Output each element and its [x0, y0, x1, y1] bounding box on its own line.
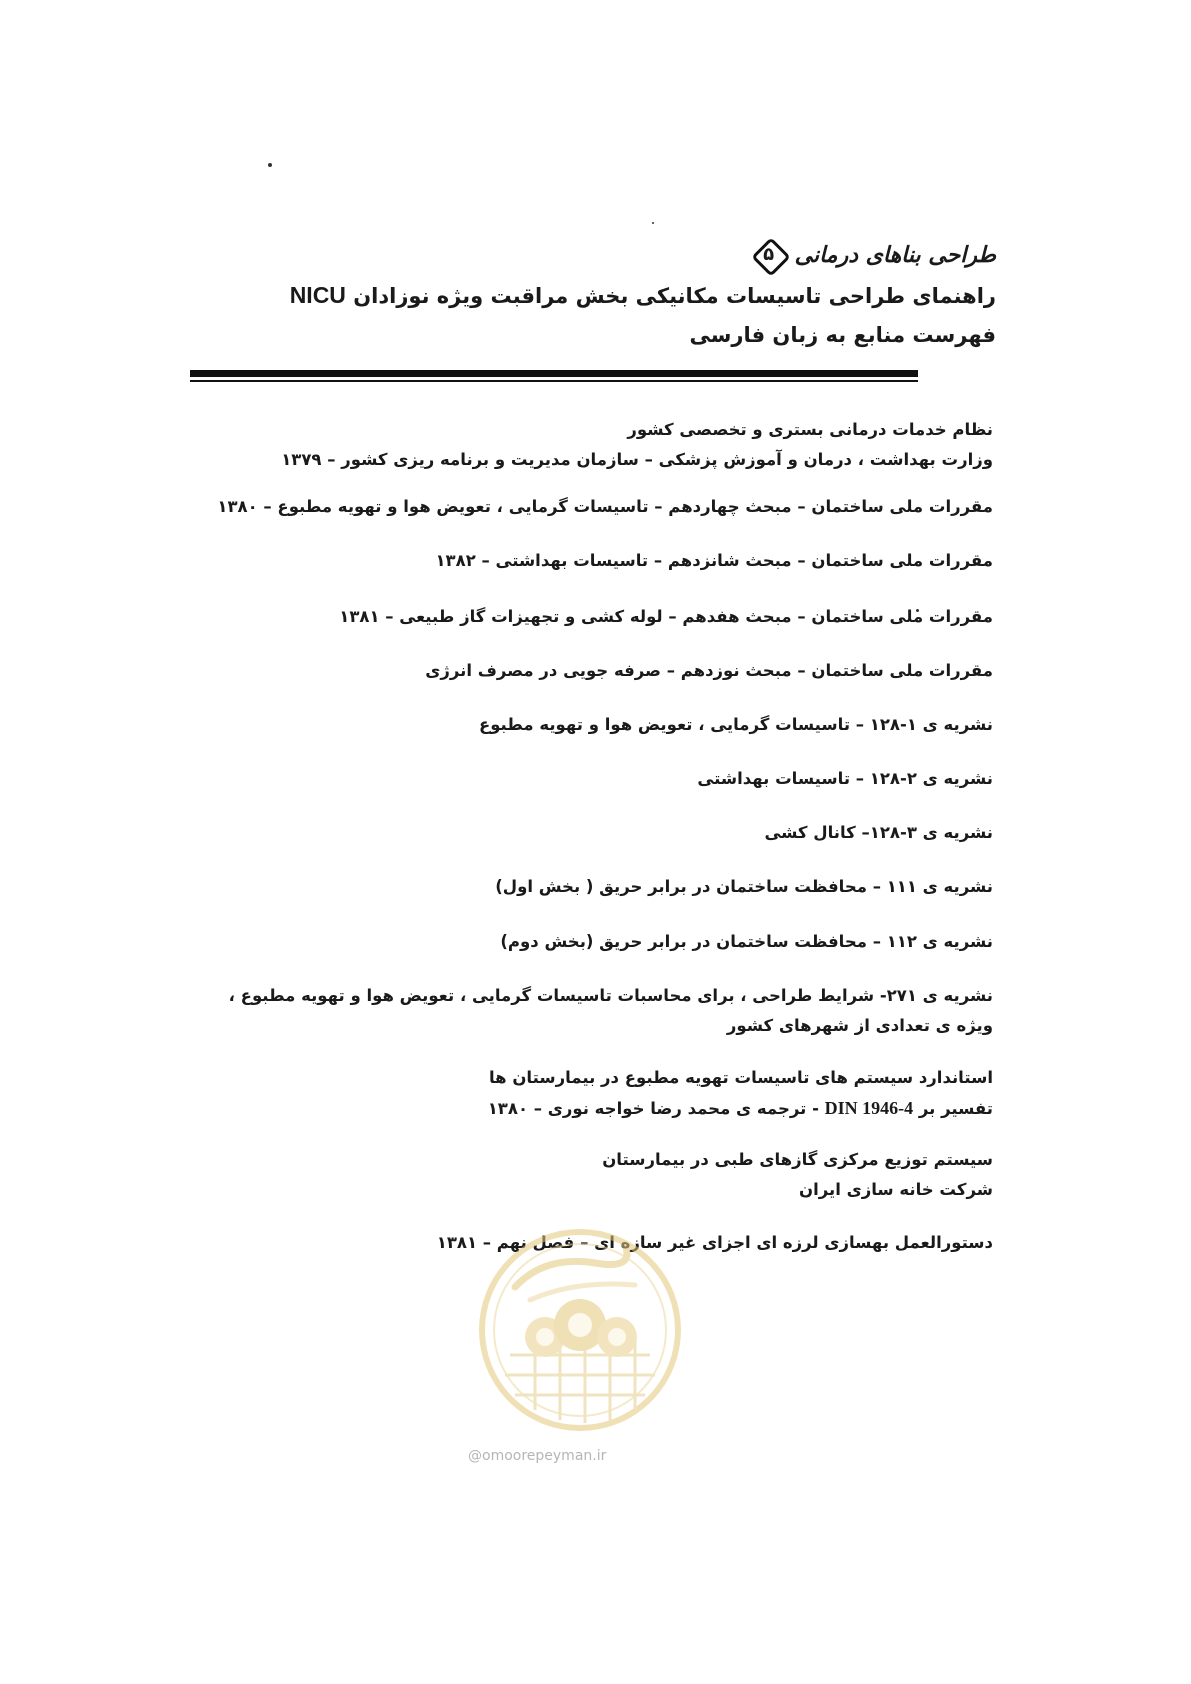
reference-line: مقررات ملی ساختمان – مبحث نوزدهم – صرفه جویی در مصرف انرژی [425, 661, 993, 680]
reference-entry [217, 492, 993, 522]
reference-line: نشریه ی ۱۱۱ – محافظت ساختمان در برابر حریق ( بخش اول) [495, 877, 993, 896]
standard-code: DIN 1946-4 [824, 1098, 914, 1118]
document-subtitle: فهرست منابع به زبان فارسی [689, 323, 996, 347]
series-row [236, 235, 996, 275]
reference-line: نشریه ی ۳-۱۲۸– کانال کشی [764, 823, 993, 842]
reference-line: دستورالعمل بهسازی لرزه ای اجزای غیر سازه ای – فصل نهم – ۱۳۸۱ [436, 1233, 993, 1252]
watermark-logo [475, 1225, 685, 1435]
reference-line: نشریه ی ۲-۱۲۸ – تاسیسات بهداشتی [697, 769, 993, 788]
watermark-url: @omoorepeyman.ir [468, 1448, 607, 1464]
reference-line: نشریه ی ۲۷۱- شرایط طراحی ، برای محاسبات تاسیسات گرمایی ، تعویض هوا و تهویه مطبوع ، [228, 986, 993, 1005]
reference-entry [233, 710, 993, 740]
reference-entry [233, 818, 993, 848]
header-rule-thin [190, 380, 918, 382]
document-title-text: راهنمای طراحی تاسیسات مکانیکی بخش مراقبت ویژه نوزادان [353, 284, 996, 308]
reference-line: نشریه ی ۱-۱۲۸ – تاسیسات گرمایی ، تعویض هوا و تهویه مطبوع [478, 715, 993, 734]
document-title [236, 275, 996, 315]
reference-line: وزارت بهداشت ، درمان و آموزش پزشکی – سازمان مدیریت و برنامه ریزی کشور – ۱۳۷۹ [281, 450, 993, 469]
reference-line: مقررات ملی ساختمان – مبحث شانزدهم – تاسیسات بهداشتی – ۱۳۸۲ [435, 551, 993, 570]
reference-line: ویژه ی تعدادی از شهرهای کشور [726, 1016, 993, 1035]
reference-entry [233, 764, 993, 794]
reference-entry [228, 981, 993, 1041]
series-number: ۵ [763, 244, 775, 265]
reference-line: سیستم توزیع مرکزی گازهای طبی در بیمارستان [602, 1150, 993, 1169]
document-title-acronym: NICU [289, 282, 346, 308]
reference-entry [233, 1063, 993, 1123]
header-rule-thick [190, 370, 918, 377]
reference-line: مقررات ملی ساختمان – مبحث چهاردهم – تاسیسات گرمایی ، تعویض هوا و تهویه مطبوع – ۱۳۸۰ [217, 497, 993, 516]
reference-line: نظام خدمات درمانی بستری و تخصصی کشور [627, 420, 993, 439]
reference-entry [233, 415, 993, 475]
reference-entry [233, 927, 993, 957]
reference-line: نشریه ی ۱۱۲ – محافظت ساختمان در برابر حریق (بخش دوم) [500, 932, 993, 951]
scan-speck [268, 163, 272, 167]
document-header [236, 235, 996, 355]
reference-entry [233, 872, 993, 902]
series-number-badge [751, 237, 787, 273]
series-title: طراحی بناهای درمانی [794, 242, 996, 268]
reference-entry [233, 602, 993, 632]
reference-entry [233, 546, 993, 576]
reference-entry [233, 1145, 993, 1205]
reference-line: شرکت خانه سازی ایران [799, 1180, 993, 1199]
reference-text: تفسیر بر [918, 1099, 993, 1118]
scan-speck [652, 222, 654, 224]
reference-text: - ترجمه ی محمد رضا خواجه نوری – ۱۳۸۰ [487, 1099, 819, 1118]
reference-line [233, 1093, 993, 1123]
reference-line: مقررات ملی ساختمان – مبحث هفدهم – لوله کشی و تجهیزات گاز طبیعی – ۱۳۸۱ [339, 607, 993, 626]
reference-line: استاندارد سیستم های تاسیسات تهویه مطبوع در بیمارستان ها [488, 1068, 993, 1087]
reference-entry [233, 656, 993, 686]
